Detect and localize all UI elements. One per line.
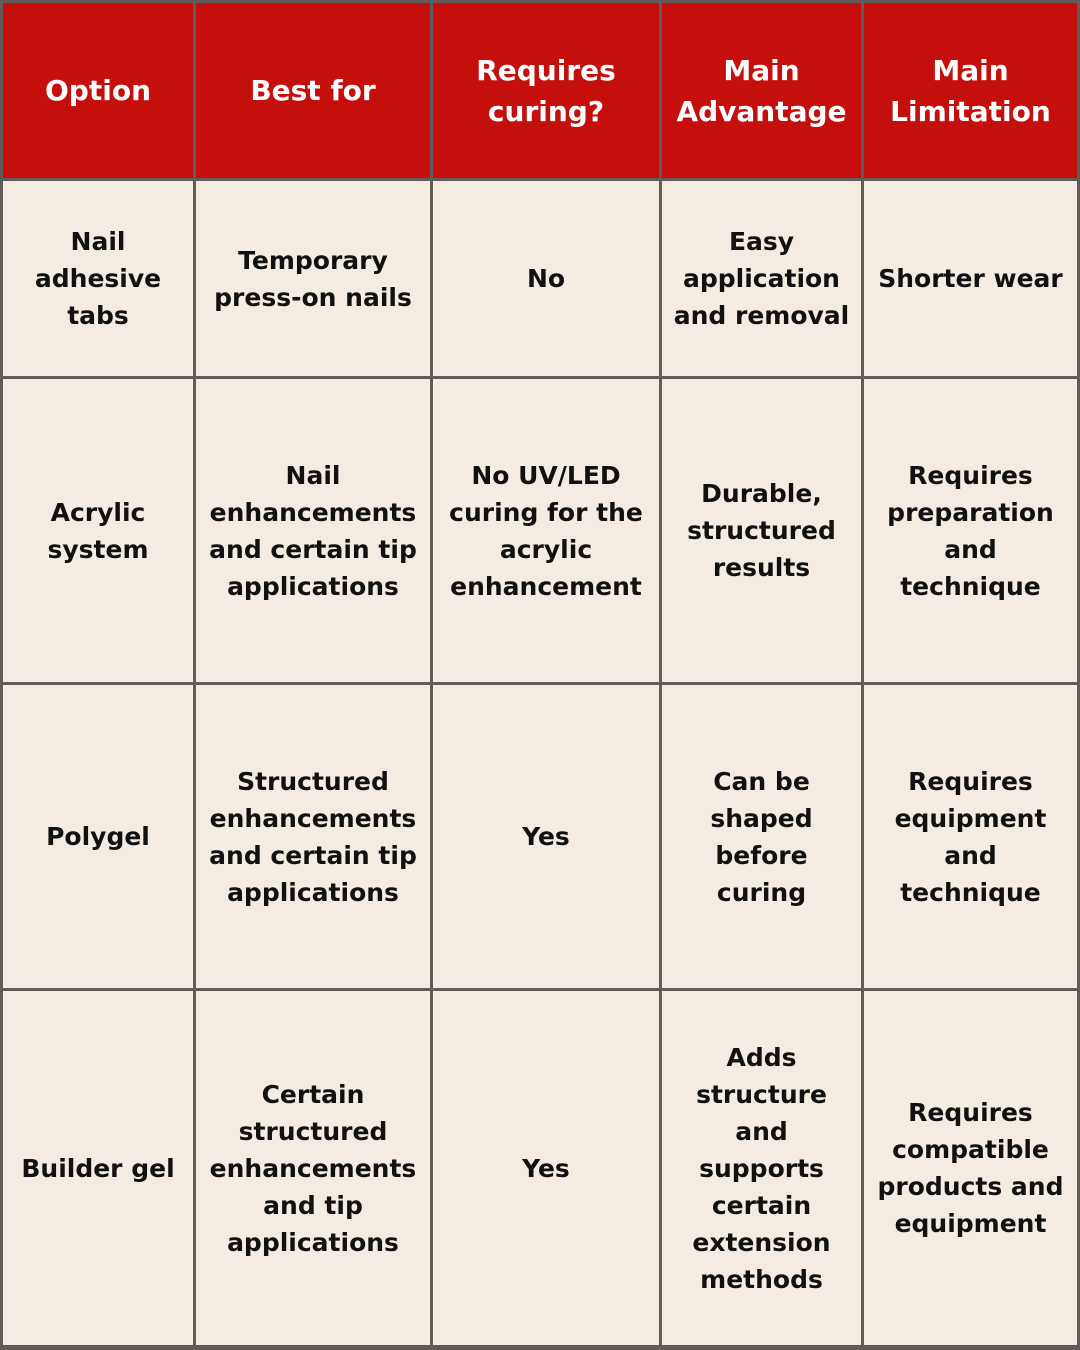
column-header-best-for: Best for bbox=[196, 3, 430, 178]
table-cell-main-advantage: Adds structure and supports certain extension methods bbox=[662, 991, 861, 1345]
table-cell-main-limitation: Requires compatible products and equipment bbox=[864, 991, 1077, 1345]
table-cell-main-limitation: Requires equipment and technique bbox=[864, 685, 1077, 988]
table-cell-requires-curing: No UV/LED curing for the acrylic enhancement bbox=[433, 379, 659, 682]
column-header-option: Option bbox=[3, 3, 193, 178]
table-cell-requires-curing: Yes bbox=[433, 991, 659, 1345]
table-cell-option: Polygel bbox=[3, 685, 193, 988]
table-cell-best-for: Nail enhancements and certain tip applications bbox=[196, 379, 430, 682]
table-cell-best-for: Structured enhancements and certain tip applications bbox=[196, 685, 430, 988]
table-cell-main-advantage: Can be shaped before curing bbox=[662, 685, 861, 988]
table-cell-main-limitation: Requires preparation and technique bbox=[864, 379, 1077, 682]
table-grid bbox=[3, 3, 1077, 1347]
table-cell-option: Acrylic system bbox=[3, 379, 193, 682]
table-cell-best-for: Certain structured enhancements and tip applications bbox=[196, 991, 430, 1345]
table-cell-option: Builder gel bbox=[3, 991, 193, 1345]
table-cell-requires-curing: No bbox=[433, 181, 659, 376]
table-cell-main-advantage: Durable, structured results bbox=[662, 379, 861, 682]
table-cell-requires-curing: Yes bbox=[433, 685, 659, 988]
column-header-main-limitation: Main Limitation bbox=[864, 3, 1077, 178]
table-cell-option: Nail adhesive tabs bbox=[3, 181, 193, 376]
column-header-requires-curing: Requires curing? bbox=[433, 3, 659, 178]
table-cell-main-advantage: Easy application and removal bbox=[662, 181, 861, 376]
table-cell-best-for: Temporary press-on nails bbox=[196, 181, 430, 376]
table-cell-main-limitation: Shorter wear bbox=[864, 181, 1077, 376]
column-header-main-advantage: Main Advantage bbox=[662, 3, 861, 178]
